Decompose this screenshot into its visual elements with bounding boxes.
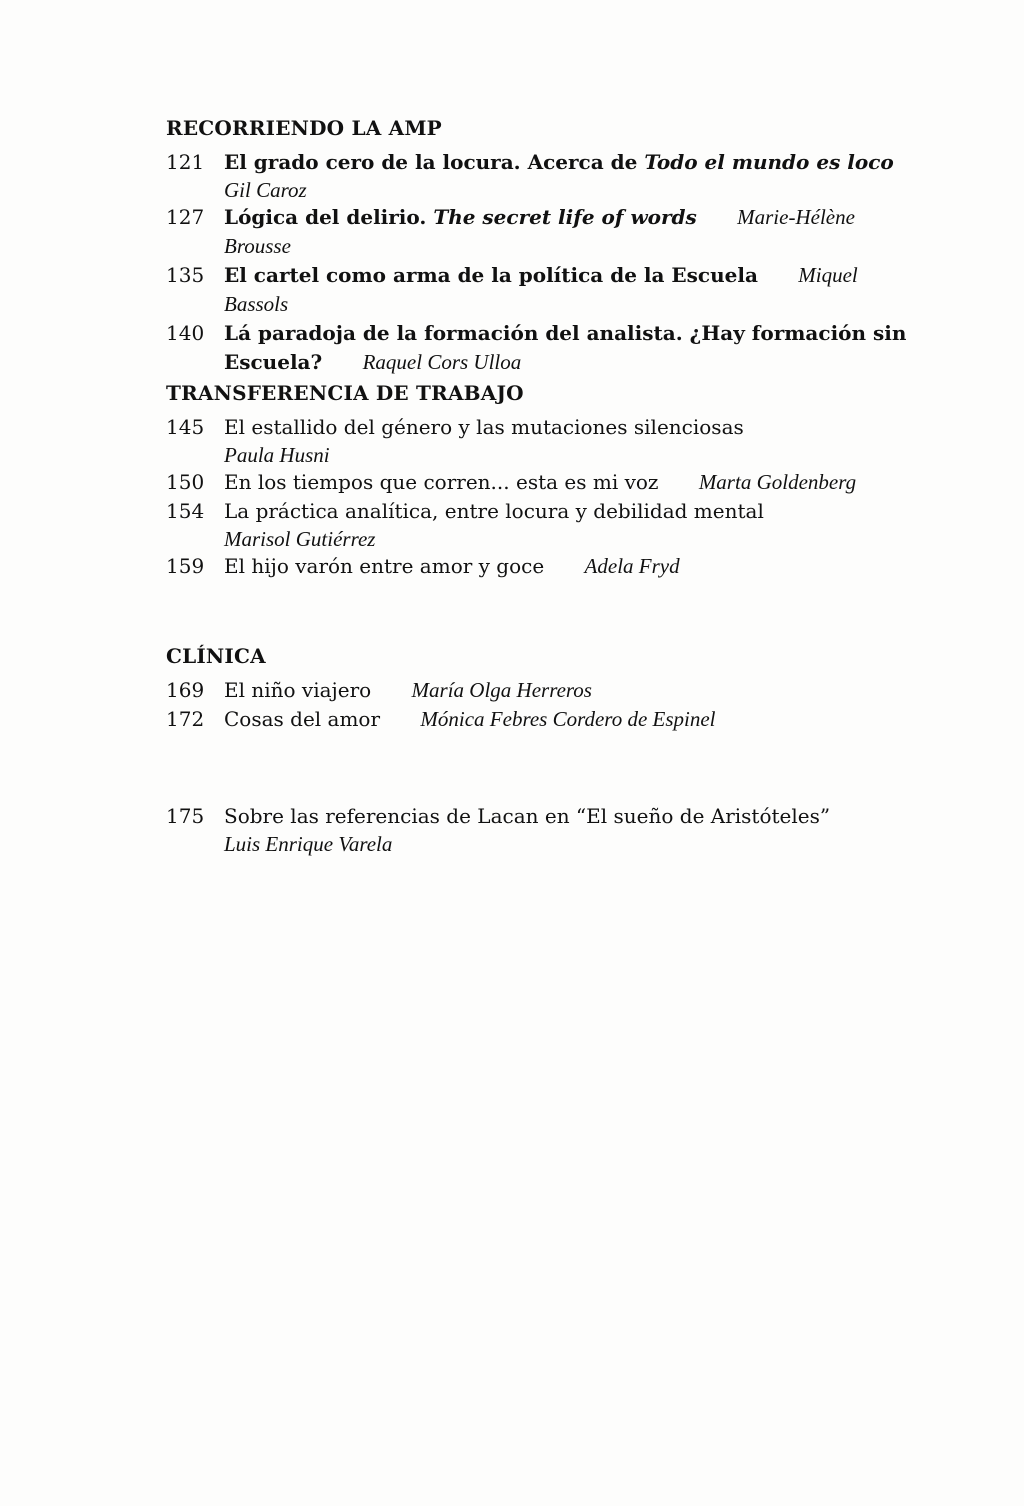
- toc-entry: [166, 413, 926, 468]
- entry-title: [224, 150, 894, 174]
- entry-author: Marie-Hélène Brousse: [224, 205, 855, 258]
- page-number: 169: [166, 678, 205, 702]
- page-number: 150: [166, 470, 205, 494]
- entry-author: Luis Enrique Varela: [224, 832, 393, 856]
- entry-author: Gil Caroz: [224, 178, 307, 202]
- entry-author: Marta Goldenberg: [698, 470, 857, 494]
- page-number: 127: [166, 205, 205, 229]
- toc-entry: [166, 261, 926, 319]
- toc-entry: [166, 148, 926, 203]
- page-number: 154: [166, 499, 205, 523]
- entry-author: Adela Fryd: [584, 554, 680, 578]
- entry-author: Paula Husni: [224, 443, 330, 467]
- section-clinica: [166, 644, 926, 734]
- entry-title-text: Lógica del delirio.: [224, 205, 434, 229]
- section-closing: [166, 802, 926, 857]
- entry-title: El hijo varón entre amor y goce: [224, 554, 545, 578]
- page-number: 145: [166, 415, 205, 439]
- page-number: 175: [166, 804, 205, 828]
- page-number: 172: [166, 707, 205, 731]
- entry-title: Cosas del amor: [224, 707, 381, 731]
- toc-entry: [166, 705, 926, 734]
- section-heading: CLÍNICA: [166, 644, 266, 668]
- entry-author: Miquel Bassols: [224, 263, 858, 316]
- toc-entry: [166, 468, 926, 497]
- entry-title: En los tiempos que corren... esta es mi voz: [224, 470, 659, 494]
- entry-title: El estallido del género y las mutaciones silenciosas: [224, 415, 744, 439]
- toc-entry: [166, 497, 926, 552]
- entry-title: [224, 205, 697, 229]
- entry-title: El niño viajero: [224, 678, 372, 702]
- toc-entry: [166, 676, 926, 705]
- page-number: 159: [166, 554, 205, 578]
- entry-title: Lá paradoja de la formación del analista. ¿Hay formación sin Escuela?: [224, 321, 907, 374]
- page-number: 121: [166, 150, 205, 174]
- toc-entry: [166, 552, 926, 581]
- section-transferencia-de-trabajo: [166, 381, 926, 581]
- entry-title: La práctica analítica, entre locura y debilidad mental: [224, 499, 764, 523]
- page-number: 135: [166, 263, 205, 287]
- entry-title-text: El grado cero de la locura. Acerca de: [224, 150, 645, 174]
- entry-author: Mónica Febres Cordero de Espinel: [420, 707, 716, 731]
- toc-entry: [166, 203, 926, 261]
- entry-title: El cartel como arma de la política de la Escuela: [224, 263, 758, 287]
- entry-title-italic: Todo el mundo es loco: [644, 150, 894, 174]
- entry-title: Sobre las referencias de Lacan en “El sueño de Aristóteles”: [224, 804, 831, 828]
- toc-entry: [166, 319, 926, 377]
- page-number: 140: [166, 321, 205, 345]
- toc-entry: [166, 802, 926, 857]
- section-heading: TRANSFERENCIA DE TRABAJO: [166, 381, 524, 405]
- entry-title-italic: The secret life of words: [433, 205, 697, 229]
- section-recorriendo-la-amp: [166, 116, 926, 377]
- section-heading: RECORRIENDO LA AMP: [166, 116, 442, 140]
- entry-author: Marisol Gutiérrez: [224, 527, 376, 551]
- entry-author: Raquel Cors Ulloa: [362, 350, 522, 374]
- entry-author: María Olga Herreros: [411, 678, 592, 702]
